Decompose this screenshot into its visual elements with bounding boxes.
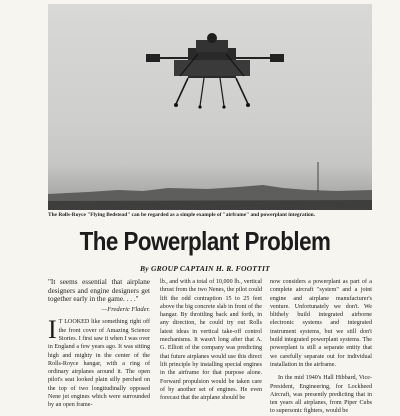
figure-caption: The Rolls-Royce "Flying Bedstead" can be regarded as a simple example of "airframe" and powerplant integration. (48, 212, 316, 218)
article-title: The Powerplant Problem (79, 226, 331, 256)
article-byline: By GROUP CAPTAIN H. R. FOOTTIT (140, 264, 270, 273)
epigraph-attribution: —Frederic Flader. (101, 306, 150, 314)
flying-bedstead-illustration (48, 4, 372, 210)
body-paragraph-3: now considers a powerplant as part of a complete aircraft "system" and a joint engine and airplane manufacturer's venture. Unfortunately we don't. We blithely build integrated airborne electronic systems and integrated instrument systems, but we still don't build integrated powerplant systems. The powerplant is still a separate entity that we carefully separate out for individual installation in the airframe. (270, 279, 372, 368)
epigraph-quote: "It seems essential that airplane designers and engine designers get together early in the game. . . ." (48, 278, 150, 304)
body-paragraph-1-text: T LOOKED like something right off the front cover of Amazing Science Stories. I first saw it when I was over in England a few years ago. It was sitting high and mighty in the center of the Rolls-Royce hangar, with a ring of ordinary airplanes around it. The open pilot's seat looked plain silly perched on the top of two longitudinally opposed Nene jet engines which were surrounded by an open frame- (48, 319, 150, 409)
body-paragraph-4: In the mid 1940's Hall Hibbard, Vice-President, Engineering, for Lockheed Aircraft, was presently predicting that in ten years all airplanes, from Piper Cubs to supersonic fighters, would be (270, 375, 372, 415)
text-column-1 (48, 278, 150, 410)
text-column-2 (160, 278, 262, 402)
flying-bedstead-photo (48, 4, 372, 210)
body-paragraph-1 (48, 315, 150, 409)
body-paragraph-2: lb., and with a total of 10,000 lb., vertical thrust from the two Nenes, the pilot could lift the odd contraption 15 to 25 feet above the big concrete slab in front of the hangar. By throttling back and forth, in any direction, he could try out Rolls latest ideas in vertical take-off control mechanisms. It wasn't long after that A. G. Elliott of the company was predicting that future airplanes would use this direct lift principle by installing special engines in the airframe for that purpose alone. Forward propulsion would be taken care of by another set of engines. He even forecast that the airplane should be (160, 279, 262, 402)
text-column-3 (270, 278, 372, 416)
drop-cap: I (48, 315, 57, 345)
